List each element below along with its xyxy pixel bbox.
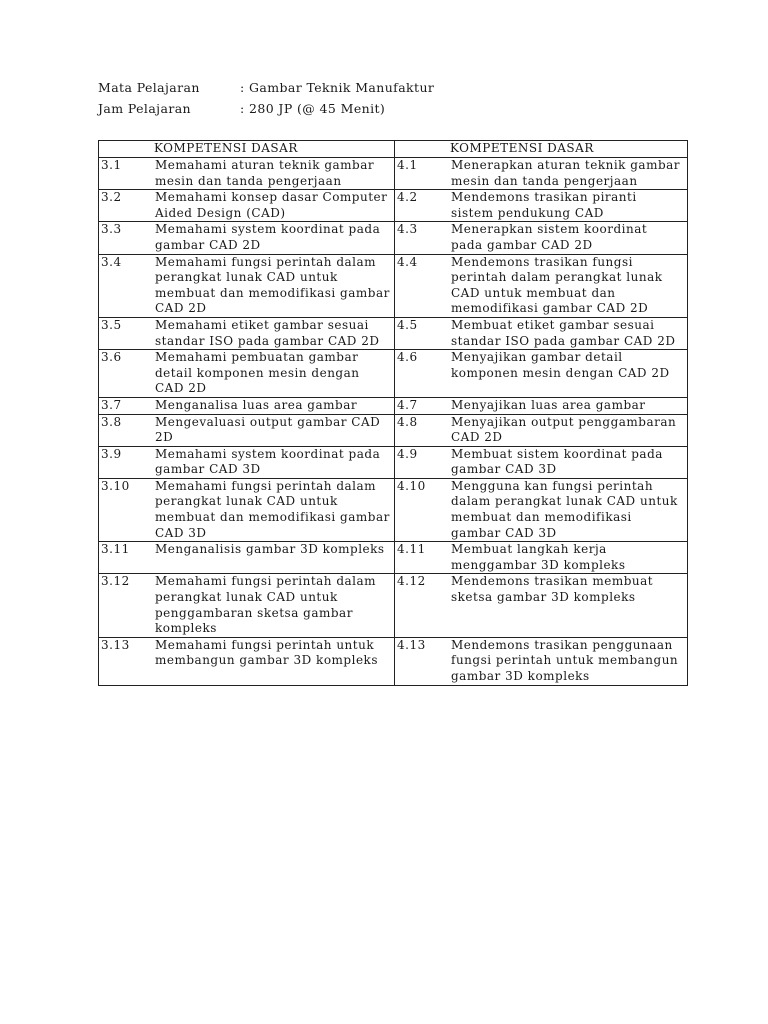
table-row — [99, 414, 688, 446]
left-competency-text: Menganalisis gambar 3D kompleks — [155, 542, 385, 557]
subject-value: : Gambar Teknik Manufaktur — [240, 80, 435, 95]
left-competency-text: Menganalisa luas area gambar — [155, 397, 358, 412]
table-row — [99, 222, 688, 254]
left-competency-number: 3.1 — [101, 158, 122, 172]
left-competency-text: Memahami fungsi perintah dalam perangkat lunak CAD untuk penggambaran sketsa gambar kompleks — [155, 574, 377, 636]
table-row — [99, 317, 688, 349]
table-row — [99, 574, 688, 637]
left-competency-number: 3.3 — [101, 222, 122, 237]
right-competency-cell — [395, 414, 688, 446]
hours-label: Jam Pelajaran — [98, 101, 191, 116]
right-competency-text: Membuat sistem koordinat pada gambar CAD 3D — [451, 446, 663, 477]
left-competency-number: 3.6 — [101, 350, 122, 365]
right-competency-text: Menyajikan output penggambaran CAD 2D — [451, 414, 677, 445]
right-competency-text: Mendemons trasikan penggunaan fungsi perintah untuk membangun gambar 3D kompleks — [451, 637, 679, 683]
table-row — [99, 478, 688, 541]
left-competency-number: 3.4 — [101, 254, 122, 269]
left-competency-text: Memahami konsep dasar Computer Aided Design (CAD) — [155, 190, 388, 220]
left-competency-text: Memahami system koordinat pada gambar CAD 2D — [155, 222, 381, 252]
right-competency-text: Menyajikan gambar detail komponen mesin dengan CAD 2D — [451, 350, 670, 380]
right-competency-text: Membuat langkah kerja menggambar 3D kompleks — [451, 542, 626, 572]
left-competency-number: 3.8 — [101, 414, 122, 429]
left-competency-text: Memahami etiket gambar sesuai standar ISO pada gambar CAD 2D — [155, 317, 380, 348]
left-competency-cell — [99, 158, 395, 190]
right-competency-number: 4.9 — [397, 446, 418, 461]
right-competency-number: 4.13 — [397, 637, 426, 652]
left-competency-cell — [99, 222, 395, 254]
left-competency-number: 3.10 — [101, 478, 130, 493]
right-competency-cell — [395, 317, 688, 349]
left-competency-text: Memahami fungsi perintah dalam perangkat lunak CAD untuk membuat dan memodifikasi gambar CAD 2D — [155, 254, 390, 316]
header-left-label: KOMPETENSI DASAR — [154, 141, 298, 155]
right-competency-cell — [395, 446, 688, 478]
left-competency-number: 3.7 — [101, 397, 122, 412]
right-competency-cell — [395, 637, 688, 685]
left-competency-cell — [99, 478, 395, 541]
left-competency-cell — [99, 254, 395, 317]
left-competency-cell — [99, 414, 395, 446]
right-competency-number: 4.7 — [397, 397, 418, 412]
right-competency-number: 4.5 — [397, 317, 418, 332]
left-competency-cell — [99, 446, 395, 478]
left-competency-cell — [99, 397, 395, 414]
left-competency-text: Mengevaluasi output gambar CAD 2D — [155, 414, 381, 445]
right-competency-number: 4.3 — [397, 222, 418, 237]
right-competency-number: 4.2 — [397, 190, 418, 205]
left-competency-text: Memahami aturan teknik gambar mesin dan tanda pengerjaan — [155, 158, 375, 188]
left-competency-number: 3.9 — [101, 446, 122, 461]
right-competency-number: 4.4 — [397, 254, 418, 269]
header-left — [99, 141, 395, 158]
right-competency-number: 4.11 — [397, 542, 426, 557]
left-competency-cell — [99, 190, 395, 222]
table-header-row — [99, 141, 688, 158]
subject-label: Mata Pelajaran — [98, 80, 200, 95]
right-competency-cell — [395, 542, 688, 574]
header-right — [395, 141, 688, 158]
table-row — [99, 446, 688, 478]
hours-value: : 280 JP (@ 45 Menit) — [240, 101, 386, 116]
right-competency-cell — [395, 574, 688, 637]
right-competency-text: Menerapkan aturan teknik gambar mesin dan tanda pengerjaan — [451, 158, 681, 188]
table-row — [99, 542, 688, 574]
right-competency-text: Mengguna kan fungsi perintah dalam perangkat lunak CAD untuk membuat dan memodifikasi gambar CAD 3D — [451, 478, 678, 540]
left-competency-number: 3.12 — [101, 574, 130, 589]
right-competency-text: Mendemons trasikan fungsi perintah dalam perangkat lunak CAD untuk membuat dan memodifikasi gambar CAD 2D — [451, 254, 663, 316]
right-competency-number: 4.10 — [397, 478, 426, 493]
left-competency-text: Memahami fungsi perintah untuk membangun gambar 3D kompleks — [155, 637, 378, 668]
left-competency-cell — [99, 317, 395, 349]
table-body — [99, 158, 688, 686]
right-competency-cell — [395, 478, 688, 541]
left-competency-number: 3.2 — [101, 190, 122, 205]
table-row — [99, 637, 688, 685]
right-competency-number: 4.12 — [397, 574, 426, 589]
table-row — [99, 254, 688, 317]
left-competency-cell — [99, 637, 395, 685]
left-competency-number: 3.11 — [101, 542, 130, 557]
left-competency-cell — [99, 350, 395, 398]
competency-table — [98, 140, 688, 686]
left-competency-text: Memahami fungsi perintah dalam perangkat lunak CAD untuk membuat dan memodifikasi gambar CAD 3D — [155, 478, 390, 540]
left-competency-number: 3.5 — [101, 317, 122, 332]
right-competency-cell — [395, 158, 688, 190]
right-competency-text: Mendemons trasikan membuat sketsa gambar 3D kompleks — [451, 574, 654, 605]
left-competency-text: Memahami pembuatan gambar detail komponen mesin dengan CAD 2D — [155, 350, 360, 396]
table-row — [99, 397, 688, 414]
right-competency-text: Membuat etiket gambar sesuai standar ISO pada gambar CAD 2D — [451, 317, 676, 348]
header-right-label: KOMPETENSI DASAR — [450, 141, 594, 155]
right-competency-cell — [395, 397, 688, 414]
left-competency-cell — [99, 542, 395, 574]
table-row — [99, 158, 688, 190]
right-competency-number: 4.6 — [397, 350, 418, 365]
right-competency-text: Menerapkan sistem koordinat pada gambar CAD 2D — [451, 222, 648, 252]
right-competency-number: 4.1 — [397, 158, 418, 172]
right-competency-cell — [395, 254, 688, 317]
left-competency-text: Memahami system koordinat pada gambar CAD 3D — [155, 446, 381, 477]
left-competency-number: 3.13 — [101, 637, 130, 652]
right-competency-cell — [395, 190, 688, 222]
right-competency-text: Menyajikan luas area gambar — [451, 397, 646, 412]
table-row — [99, 190, 688, 222]
right-competency-cell — [395, 222, 688, 254]
left-competency-cell — [99, 574, 395, 637]
right-competency-number: 4.8 — [397, 414, 418, 429]
right-competency-text: Mendemons trasikan piranti sistem pendukung CAD — [451, 190, 637, 220]
table-row — [99, 350, 688, 398]
right-competency-cell — [395, 350, 688, 398]
